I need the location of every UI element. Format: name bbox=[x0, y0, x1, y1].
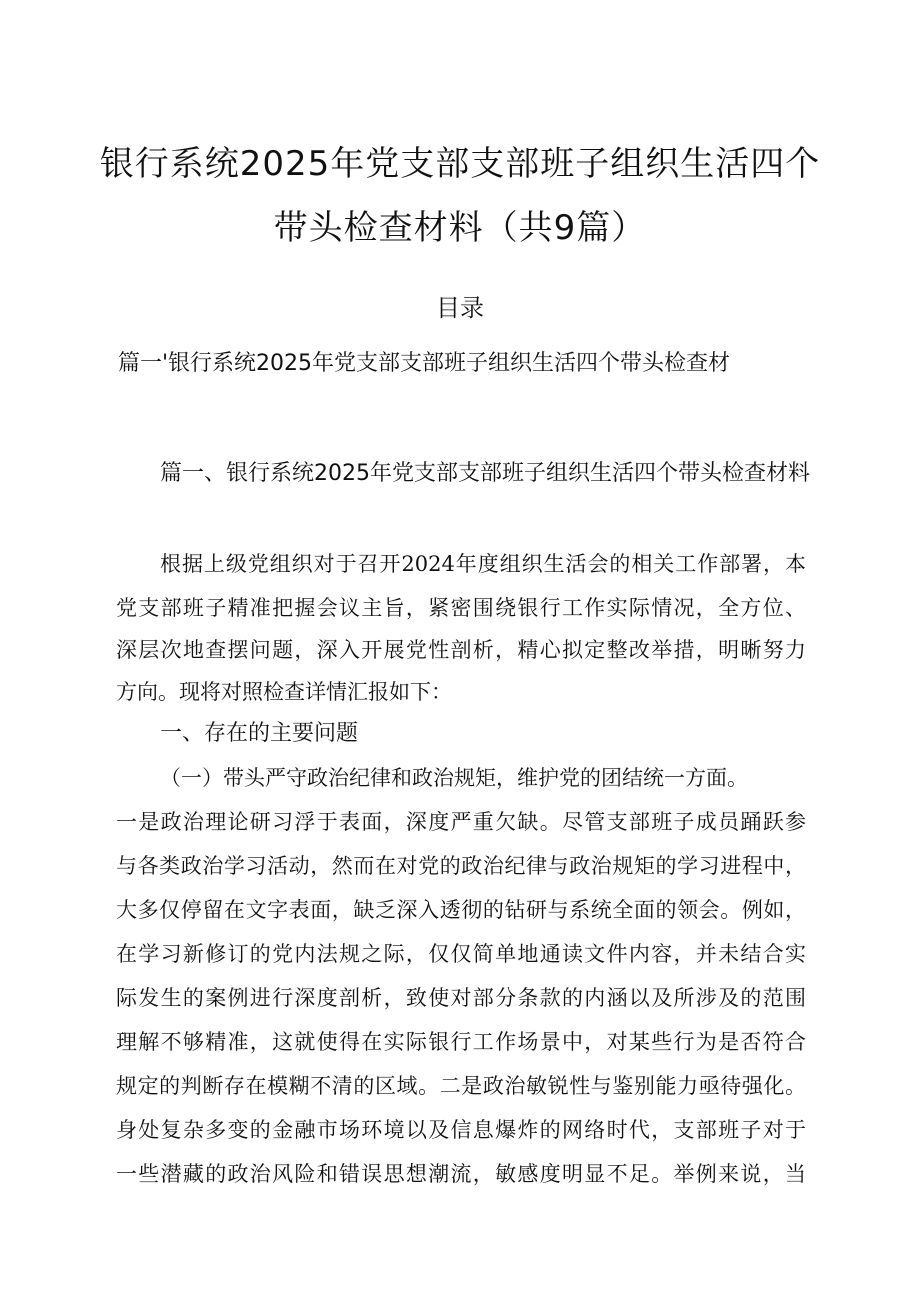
body-line: 规定的判断存在模糊不清的区域。二是政治敏锐性与鉴别能力亟待强化。 bbox=[116, 1074, 806, 1098]
section-title: 篇一、银行系统2025年党支部支部班子组织生活四个带头检查材料 bbox=[160, 461, 810, 486]
toc-item[interactable]: 篇一'银行系统2025年党支部支部班子组织生活四个带头检查材 bbox=[118, 351, 731, 376]
document-title-line-2: 带头检查材料（共9篇） bbox=[273, 208, 647, 248]
body-line: 理解不够精准，这就使得在实际银行工作场景中，对某些行为是否符合 bbox=[116, 1030, 806, 1054]
body-line: 与各类政治学习活动，然而在对党的政治纪律与政治规矩的学习进程中， bbox=[116, 854, 806, 878]
heading-main-problems: 一、存在的主要问题 bbox=[160, 721, 359, 746]
intro-line: 深层次地查摆问题，深入开展党性剖析，精心拟定整改举措，明晰努力 bbox=[116, 638, 806, 662]
body-line: 一些潜藏的政治风险和错误思想潮流，敏感度明显不足。举例来说，当 bbox=[116, 1162, 806, 1186]
body-line: 大多仅停留在文字表面，缺乏深入透彻的钻研与系统全面的领会。例如， bbox=[116, 898, 806, 922]
body-line: 在学习新修订的党内法规之际，仅仅简单地通读文件内容，并未结合实 bbox=[116, 942, 806, 966]
document-title-line-1: 银行系统2025年党支部支部班子组织生活四个 bbox=[99, 144, 821, 184]
intro-line: 党支部班子精准把握会议主旨，紧密围绕银行工作实际情况，全方位、 bbox=[116, 596, 806, 620]
body-line: 际发生的案例进行深度剖析，致使对部分条款的内涵以及所涉及的范围 bbox=[116, 986, 806, 1010]
body-line: 身处复杂多变的金融市场环境以及信息爆炸的网络时代，支部班子对于 bbox=[116, 1118, 806, 1142]
body-line: （一）带头严守政治纪律和政治规矩，维护党的团结统一方面。 bbox=[160, 766, 748, 790]
intro-line: 根据上级党组织对于召开2024年度组织生活会的相关工作部署，本 bbox=[160, 552, 806, 576]
toc-heading: 目录 bbox=[436, 294, 484, 322]
body-line: 一是政治理论研习浮于表面，深度严重欠缺。尽管支部班子成员踊跃参 bbox=[116, 810, 806, 834]
intro-line: 方向。现将对照检查详情汇报如下： bbox=[116, 680, 452, 704]
